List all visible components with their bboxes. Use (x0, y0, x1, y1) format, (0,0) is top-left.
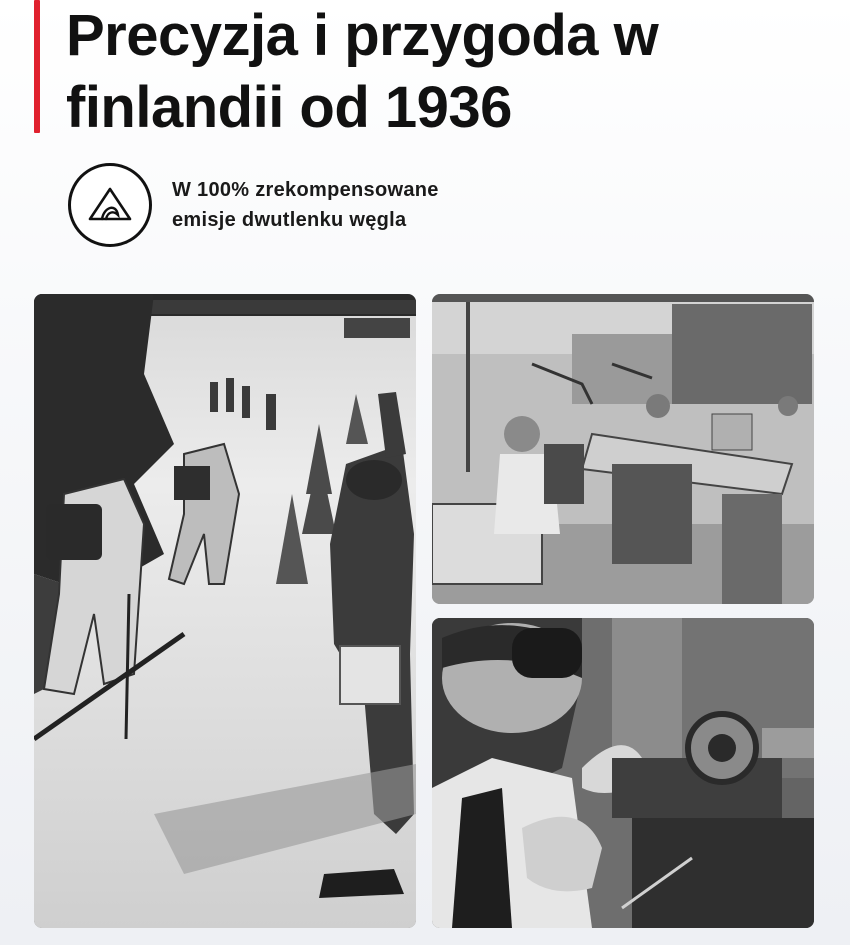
craftsman-photo (432, 618, 814, 928)
accent-bar (34, 0, 40, 133)
carbon-text-line-2: emisje dwutlenku węgla (172, 209, 407, 231)
title-line-1: Precyzja i przygoda w (66, 3, 659, 68)
title-line-2: finlandii od 1936 (66, 75, 512, 140)
workshop-photo (432, 294, 814, 604)
skiers-photo (34, 294, 416, 928)
page-title (66, 0, 806, 144)
carbon-badge (68, 163, 439, 247)
carbon-text (172, 175, 439, 235)
carbon-text-line-1: W 100% zrekompensowane (172, 179, 439, 201)
tent-leaf-icon (68, 163, 152, 247)
